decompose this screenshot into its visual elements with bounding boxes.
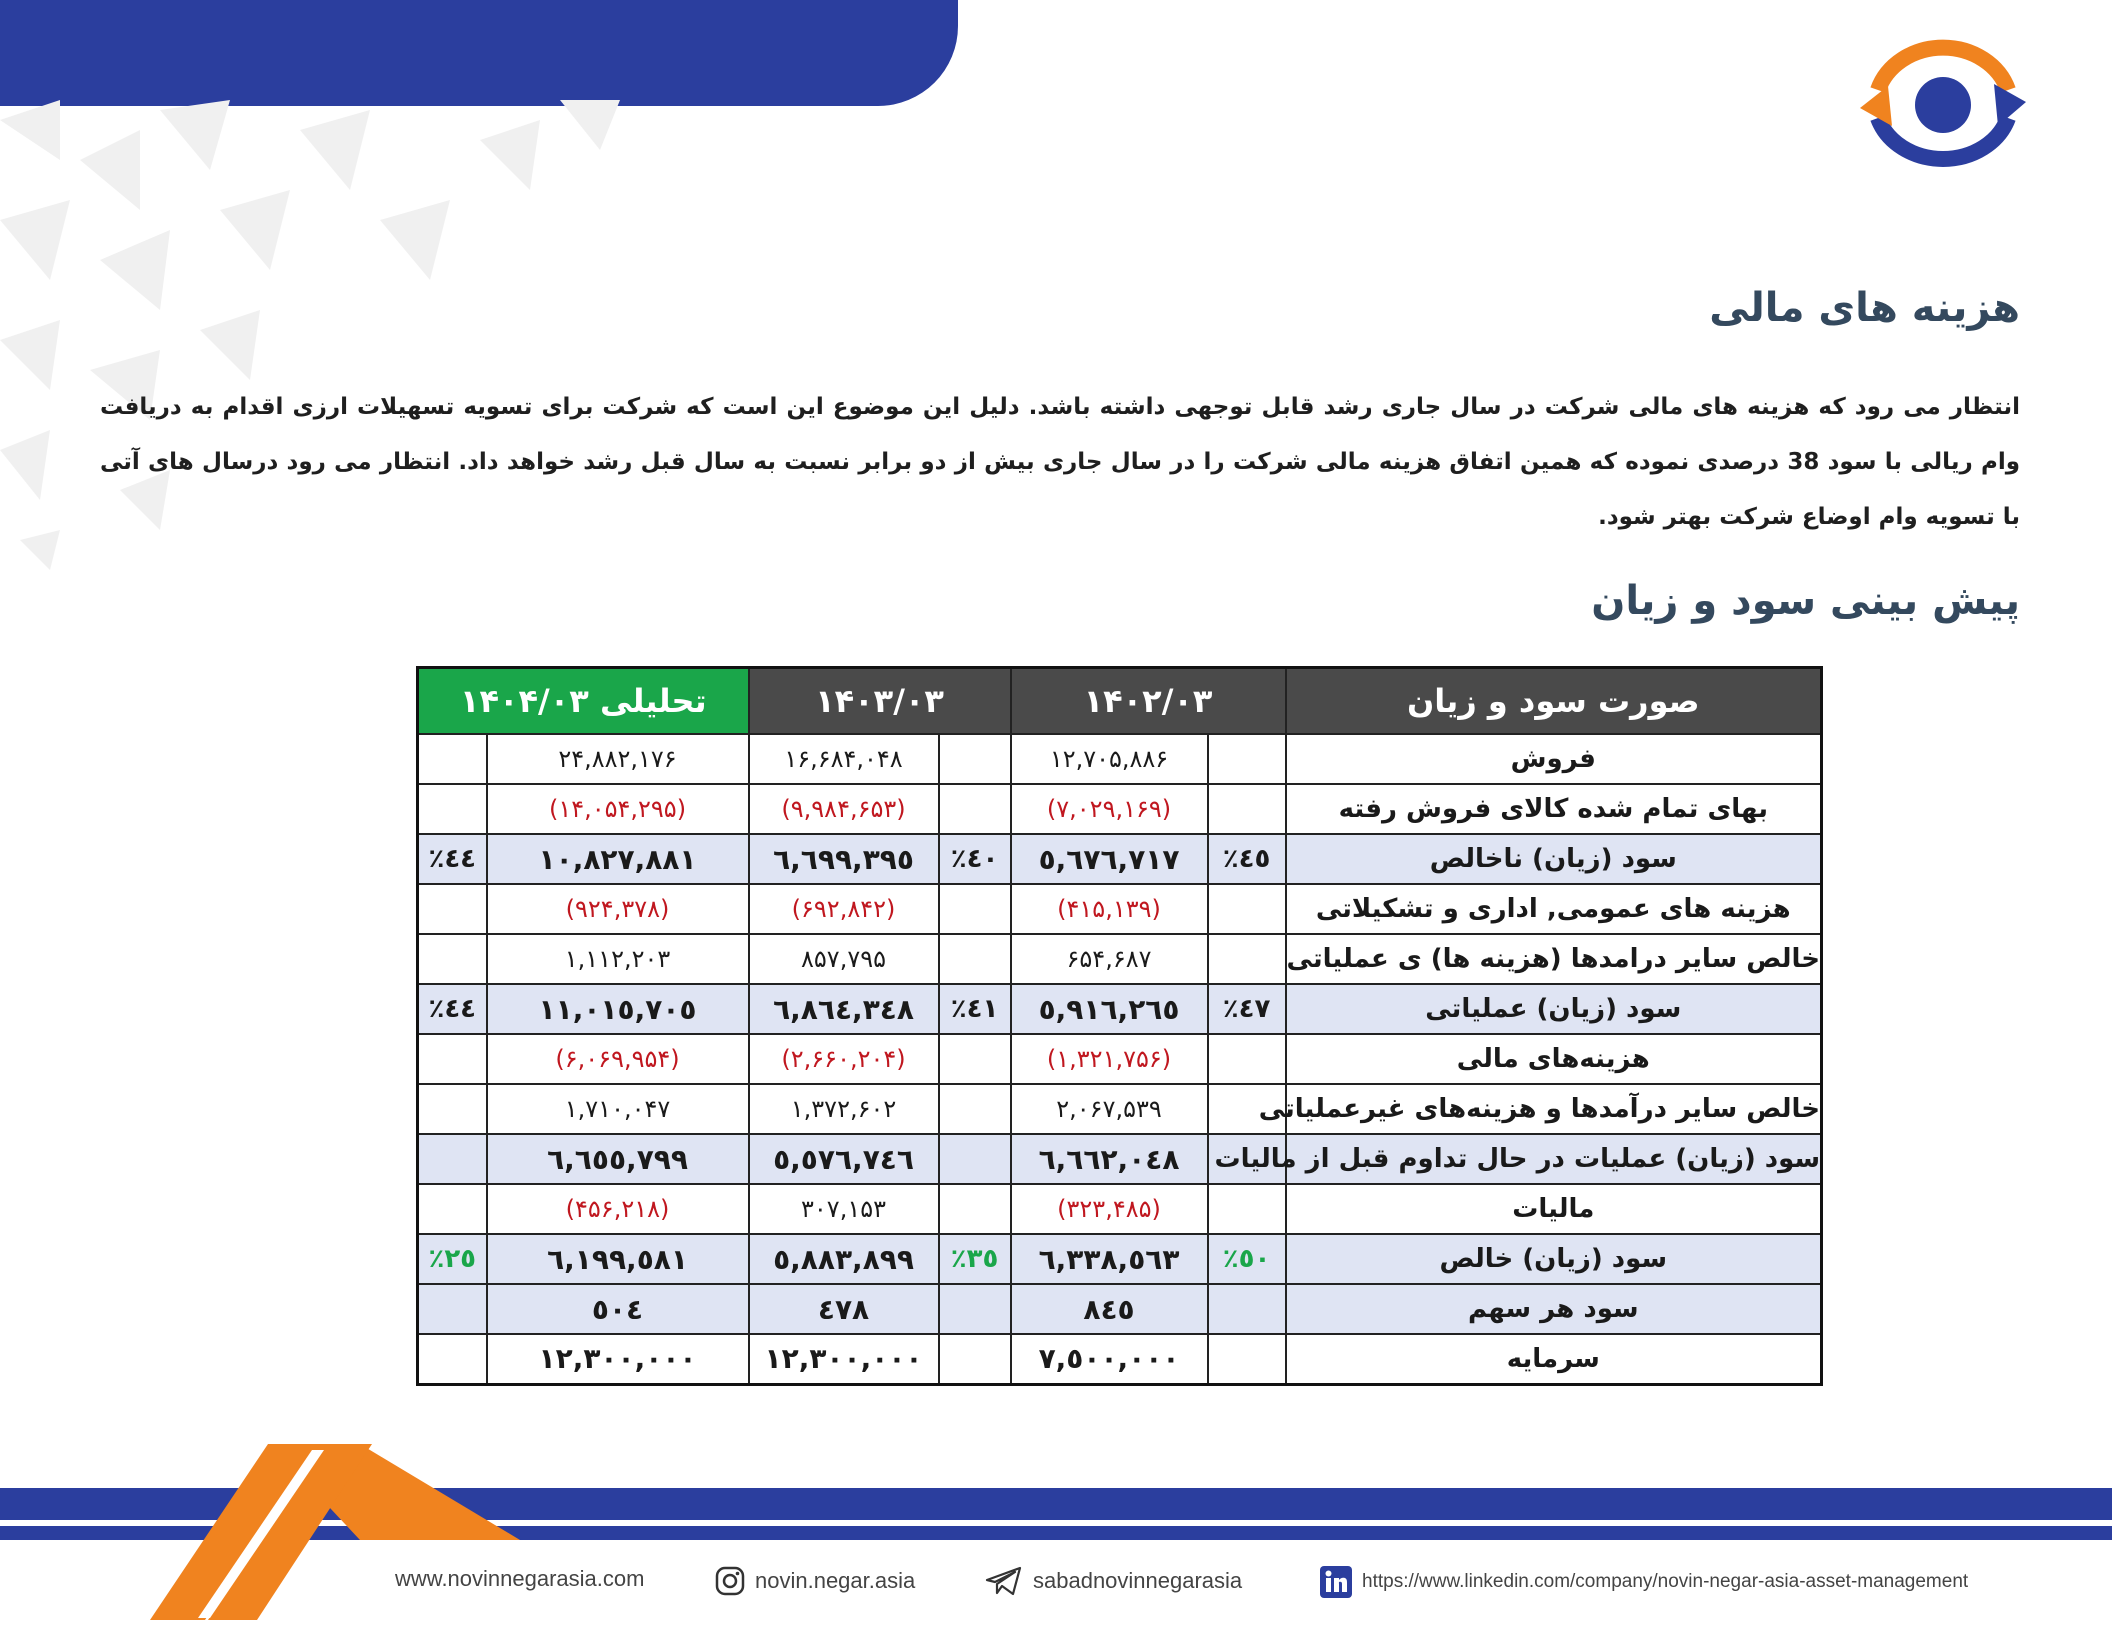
pct-cell: ٣٥٪: [939, 1234, 1011, 1284]
row-label: خالص سایر درآمدها و هزینه‌های غیرعملیاتی: [1286, 1084, 1822, 1134]
top-banner: [0, 0, 958, 106]
table-row: [418, 1084, 1822, 1134]
value-cell: (۷,۰۲۹,۱۶۹): [1011, 784, 1208, 834]
value-cell: ٦,٦٥٥,٧٩٩: [487, 1134, 749, 1184]
table-row: [418, 734, 1822, 784]
value-cell: (۲,۶۶۰,۲۰۴): [749, 1034, 939, 1084]
value-cell: (۹۲۴,۳۷۸): [487, 884, 749, 934]
value-cell: ٦,١٩٩,٥٨١: [487, 1234, 749, 1284]
pct-cell: [1208, 734, 1286, 784]
value-cell: (۴۵۶,۲۱۸): [487, 1184, 749, 1234]
pct-cell: [939, 1134, 1011, 1184]
footer-telegram[interactable]: [985, 1566, 1242, 1596]
table-row: [418, 784, 1822, 834]
pct-cell: ٢٥٪: [418, 1234, 487, 1284]
pct-cell: ٤٧٪: [1208, 984, 1286, 1034]
pct-cell: [418, 1134, 487, 1184]
table-row: [418, 834, 1822, 884]
table-row: [418, 1284, 1822, 1334]
value-cell: ٦,٣٣٨,٥٦٣: [1011, 1234, 1208, 1284]
value-cell: ٦,٦٦٢,٠٤٨: [1011, 1134, 1208, 1184]
value-cell: ٦,٨٦٤,٣٤٨: [749, 984, 939, 1034]
pct-cell: [418, 734, 487, 784]
pct-cell: ٤٥٪: [1208, 834, 1286, 884]
row-label: بهای تمام شده کالای فروش رفته: [1286, 784, 1822, 834]
table-row: [418, 1134, 1822, 1184]
row-label: فروش: [1286, 734, 1822, 784]
value-cell: (۱۴,۰۵۴,۲۹۵): [487, 784, 749, 834]
pct-cell: [939, 884, 1011, 934]
value-cell: ۱,۷۱۰,۰۴۷: [487, 1084, 749, 1134]
pct-cell: [418, 1284, 487, 1334]
value-cell: ٥,٩١٦,٢٦٥: [1011, 984, 1208, 1034]
value-cell: ۲,۰۶۷,۵۳۹: [1011, 1084, 1208, 1134]
value-cell: ۲۴,۸۸۲,۱۷۶: [487, 734, 749, 784]
value-cell: ١٢,٣٠٠,٠٠٠: [749, 1334, 939, 1384]
pct-cell: [1208, 1284, 1286, 1334]
linkedin-icon: [1320, 1566, 1352, 1598]
value-cell: ۸۵۷,۷۹۵: [749, 934, 939, 984]
telegram-handle[interactable]: sabadnovinnegarasia: [1033, 1568, 1243, 1593]
value-cell: (۹,۹۸۴,۶۵۳): [749, 784, 939, 834]
value-cell: ۶۵۴,۶۸۷: [1011, 934, 1208, 984]
value-cell: ١١,٠١٥,٧٠٥: [487, 984, 749, 1034]
table-row: [418, 934, 1822, 984]
table-row: [418, 884, 1822, 934]
pct-cell: [939, 1084, 1011, 1134]
pct-cell: [939, 784, 1011, 834]
instagram-handle[interactable]: novin.negar.asia: [755, 1568, 916, 1593]
pct-cell: [418, 1084, 487, 1134]
header-year-1402: ۱۴۰۲/۰۳: [1011, 668, 1286, 735]
value-cell: ۱,۳۷۲,۶۰۲: [749, 1084, 939, 1134]
footer-instagram[interactable]: [715, 1566, 915, 1596]
pct-cell: [939, 1334, 1011, 1384]
pct-cell: [418, 884, 487, 934]
pct-cell: [418, 1034, 487, 1084]
value-cell: ٦,٦٩٩,٣٩٥: [749, 834, 939, 884]
value-cell: ٥٠٤: [487, 1284, 749, 1334]
telegram-icon: [985, 1566, 1023, 1596]
value-cell: (۳۲۳,۴۸۵): [1011, 1184, 1208, 1234]
value-cell: ۱,۱۱۲,۲۰۳: [487, 934, 749, 984]
header-year-1403: ۱۴۰۳/۰۳: [749, 668, 1011, 735]
value-cell: ٧,٥٠٠,٠٠٠: [1011, 1334, 1208, 1384]
pct-cell: [939, 1284, 1011, 1334]
row-label: سود (زیان) خالص: [1286, 1234, 1822, 1284]
pct-cell: [1208, 1184, 1286, 1234]
row-label: سود (زیان) ناخالص: [1286, 834, 1822, 884]
table-row: [418, 1234, 1822, 1284]
value-cell: ٥,٥٧٦,٧٤٦: [749, 1134, 939, 1184]
table-header-row: [418, 668, 1822, 735]
value-cell: ۳۰۷,۱۵۳: [749, 1184, 939, 1234]
value-cell: ٤٧٨: [749, 1284, 939, 1334]
value-cell: ۱۶,۶۸۴,۰۴۸: [749, 734, 939, 784]
row-label: سرمایه: [1286, 1334, 1822, 1384]
pct-cell: [418, 1334, 487, 1384]
pct-cell: [1208, 784, 1286, 834]
value-cell: ٥,٦٧٦,٧١٧: [1011, 834, 1208, 884]
pct-cell: [418, 934, 487, 984]
pct-cell: [1208, 934, 1286, 984]
footer-decoration: [0, 1430, 2112, 1632]
value-cell: (۶,۰۶۹,۹۵۴): [487, 1034, 749, 1084]
header-year-1404: تحلیلی ۱۴۰۴/۰۳: [418, 668, 749, 735]
section-title-financial-costs: هزینه های مالی: [1709, 285, 2020, 331]
row-label: خالص سایر درامدها (هزینه ها) ی عملیاتی: [1286, 934, 1822, 984]
pct-cell: ٤٠٪: [939, 834, 1011, 884]
logo-icon: [1858, 30, 2028, 180]
pct-cell: [1208, 884, 1286, 934]
pct-cell: [939, 1034, 1011, 1084]
value-cell: ١٢,٣٠٠,٠٠٠: [487, 1334, 749, 1384]
value-cell: (۶۹۲,۸۴۲): [749, 884, 939, 934]
pct-cell: ٤٤٪: [418, 984, 487, 1034]
pct-cell: [939, 1184, 1011, 1234]
table-row: [418, 1034, 1822, 1084]
table-row: [418, 1184, 1822, 1234]
profit-loss-table: [416, 666, 1823, 1386]
pct-cell: ٤٤٪: [418, 834, 487, 884]
header-label: صورت سود و زیان: [1286, 668, 1822, 735]
footer-linkedin[interactable]: [1320, 1566, 1968, 1598]
table-row: [418, 984, 1822, 1034]
value-cell: (۱,۳۲۱,۷۵۶): [1011, 1034, 1208, 1084]
pct-cell: [418, 784, 487, 834]
website-link[interactable]: www.novinnegarasia.com: [395, 1566, 645, 1591]
value-cell: ۱۲,۷۰۵,۸۸۶: [1011, 734, 1208, 784]
value-cell: ٥,٨٨٣,٨٩٩: [749, 1234, 939, 1284]
row-label: مالیات: [1286, 1184, 1822, 1234]
section-title-pl-forecast: پیش بینی سود و زیان: [1591, 578, 2020, 624]
value-cell: ١٠,٨٢٧,٨٨١: [487, 834, 749, 884]
footer-website[interactable]: [395, 1566, 644, 1592]
row-label: سود (زیان) عملیاتی: [1286, 984, 1822, 1034]
row-label: سود (زیان) عملیات در حال تداوم قبل از مالیات: [1286, 1134, 1822, 1184]
value-cell: (۴۱۵,۱۳۹): [1011, 884, 1208, 934]
pct-cell: [1208, 1334, 1286, 1384]
row-label: سود هر سهم: [1286, 1284, 1822, 1334]
pct-cell: [939, 734, 1011, 784]
pct-cell: ٥٠٪: [1208, 1234, 1286, 1284]
linkedin-url[interactable]: https://www.linkedin.com/company/novin-negar-asia-asset-management: [1362, 1571, 1969, 1592]
pct-cell: [939, 934, 1011, 984]
pct-cell: [1208, 1034, 1286, 1084]
section-paragraph: انتظار می رود که هزینه های مالی شرکت در سال جاری رشد قابل توجهی داشته باشد. دلیل این موضوع این است که شرکت برای تسویه تسهیلات ارزی اقدام به دریافت وام ریالی با سود 38 درصدی نموده که همین اتفاق هزینه مالی شرکت را در سال جاری بیش از دو برابر نسبت به سال قبل رشد خواهد داد. انتظار می رود درسال های آتی با تسویه وام اوضاع شرکت بهتر شود.: [100, 394, 2021, 530]
row-label: هزینه های عمومی, اداری و تشکیلاتی: [1286, 884, 1822, 934]
instagram-icon: [715, 1566, 745, 1596]
pct-cell: [418, 1184, 487, 1234]
value-cell: ٨٤٥: [1011, 1284, 1208, 1334]
table-row: [418, 1334, 1822, 1384]
row-label: هزینه‌های مالی: [1286, 1034, 1822, 1084]
pct-cell: ٤١٪: [939, 984, 1011, 1034]
